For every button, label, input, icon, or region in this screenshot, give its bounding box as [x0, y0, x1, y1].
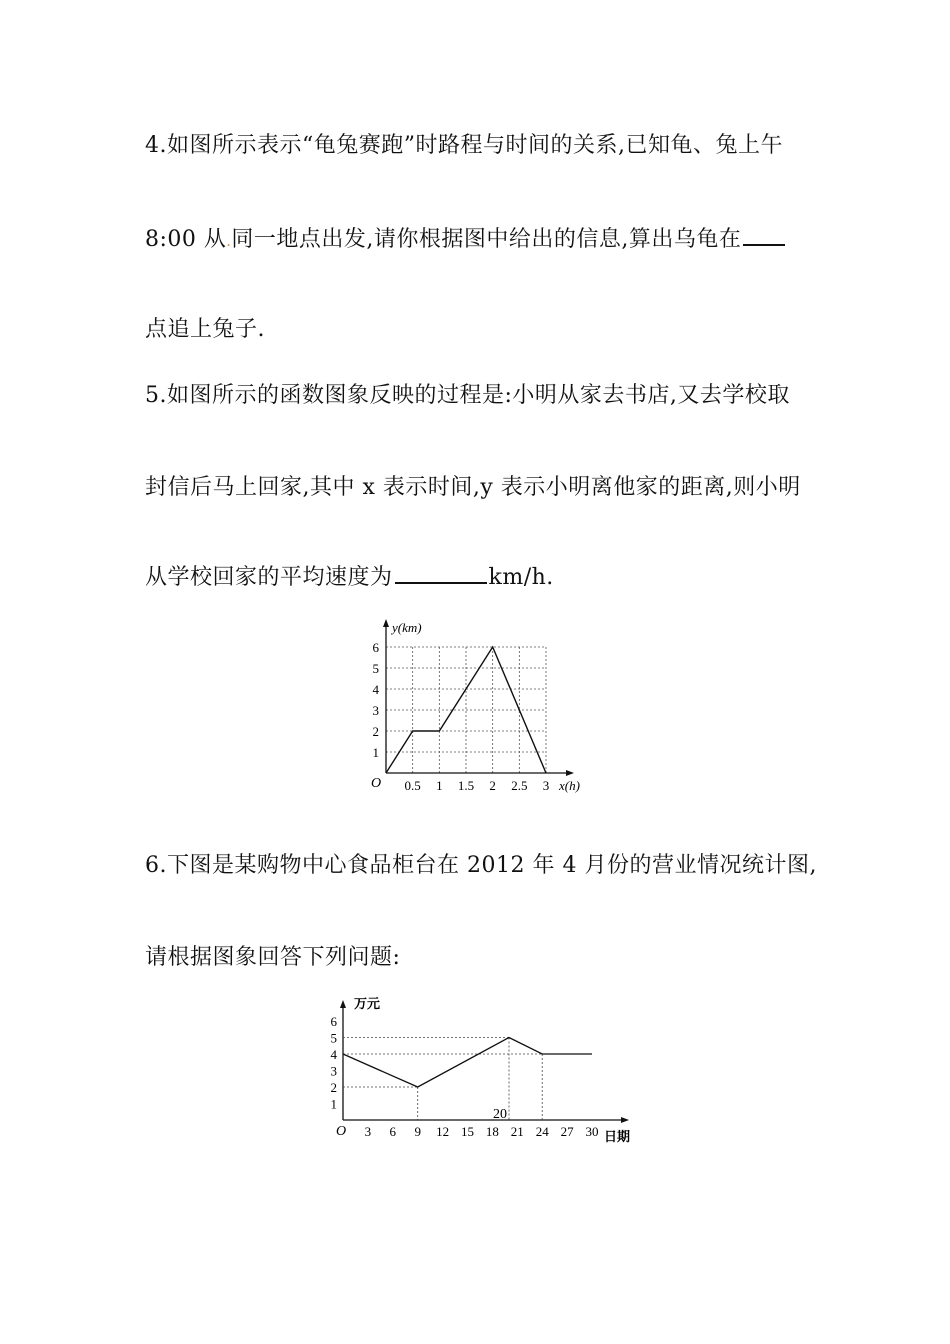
chart2-x-tick: 15 — [461, 1124, 474, 1139]
chart1-x-tick: 1 — [436, 778, 443, 793]
chart2-x-tick: 9 — [414, 1124, 421, 1139]
chart2-x-tick: 21 — [510, 1124, 524, 1139]
chart1-x-tick: 0.5 — [404, 778, 421, 793]
distance-time-chart — [360, 615, 600, 800]
chart1-y-arrow — [383, 619, 389, 627]
chart2-y-tick: 1 — [330, 1096, 337, 1112]
chart2-x-tick: 12 — [436, 1124, 450, 1139]
chart1-x-tick: 2 — [489, 778, 496, 793]
chart1-x-tick: 2.5 — [511, 778, 528, 793]
chart1-y-tick: 6 — [372, 640, 379, 655]
chart2-y-tick: 2 — [330, 1080, 337, 1095]
q4-line-2b: 同一地点出发,请你根据图中给出的信息,算出乌龟在 — [231, 227, 742, 252]
q6-line-1: 6.下图是某购物中心食品柜台在 2012 年 4 月份的营业情况统计图, — [145, 853, 817, 878]
q5-line-3b: km/h. — [488, 565, 554, 590]
chart1-y-tick: 1 — [372, 745, 379, 760]
chart2-x-arrow — [621, 1117, 629, 1123]
chart2-x-tick: 6 — [389, 1124, 397, 1139]
chart1-x-label: x(h) — [559, 778, 580, 793]
chart1-origin: O — [371, 776, 382, 791]
chart1-grid — [386, 647, 546, 773]
chart2-y-tick: 6 — [330, 1014, 337, 1029]
q5-line-3 — [145, 560, 554, 591]
q5-line-2: 封信后马上回家,其中 x 表示时间,y 表示小明离他家的距离,则小明 — [145, 475, 801, 500]
chart2-x-tick: 3 — [364, 1124, 372, 1139]
chart2-y-arrow — [340, 1000, 346, 1008]
chart2-y-label: 万元 — [354, 996, 381, 1011]
q4-line-2 — [145, 222, 785, 253]
chart2-x-tick: 18 — [485, 1124, 499, 1139]
chart2-series-line — [343, 1038, 592, 1088]
chart2-x-tick: 30 — [585, 1124, 599, 1139]
chart1-x-arrow — [566, 770, 574, 776]
chart1-x-tick: 1.5 — [457, 778, 475, 793]
chart2-x-tick: 27 — [560, 1124, 574, 1139]
q4-line-3: 点追上兔子. — [145, 317, 265, 342]
q6-line-2: 请根据图象回答下列问题: — [145, 945, 401, 970]
chart2-y-tick: 3 — [330, 1063, 337, 1079]
q5-answer-blank[interactable] — [395, 564, 487, 584]
q5-line-3a: 从学校回家的平均速度为 — [145, 565, 393, 590]
revenue-chart — [322, 990, 642, 1150]
chart2-y-tick: 4 — [330, 1047, 337, 1062]
chart2-origin: O — [336, 1124, 347, 1139]
chart2-x-label: 日期 — [604, 1129, 631, 1144]
chart1-y-label: y(km) — [392, 620, 422, 635]
chart1-y-tick: 4 — [372, 682, 379, 697]
chart1-y-tick: 5 — [372, 661, 379, 676]
q4-emphasis-dot: . — [226, 234, 232, 250]
chart2-y-tick: 5 — [330, 1030, 337, 1046]
chart2-annotation: 20 — [493, 1107, 507, 1122]
q4-line-2a: 8:00 从 — [145, 227, 227, 252]
chart1-x-tick: 3 — [542, 778, 550, 793]
q4-answer-blank[interactable] — [743, 226, 785, 246]
chart2-x-tick: 24 — [535, 1124, 549, 1139]
q4-line-1: 4.如图所示表示“龟兔赛跑”时路程与时间的关系,已知龟、兔上午 — [145, 133, 783, 158]
chart1-y-tick: 3 — [372, 703, 379, 718]
chart1-y-tick: 2 — [372, 724, 379, 739]
q5-line-1: 5.如图所示的函数图象反映的过程是:小明从家去书店,又去学校取 — [145, 383, 790, 408]
